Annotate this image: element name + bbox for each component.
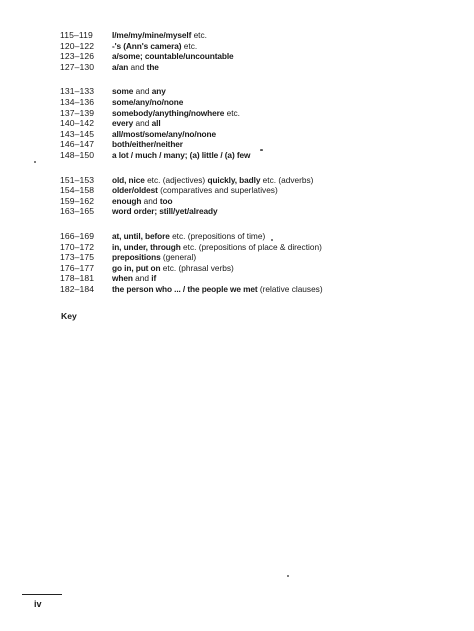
topic-note: etc. bbox=[181, 40, 198, 51]
contents-group bbox=[60, 175, 460, 217]
unit-topic bbox=[112, 108, 460, 119]
unit-topic bbox=[112, 252, 460, 263]
key-heading: Key bbox=[61, 311, 77, 321]
unit-topic bbox=[112, 118, 460, 129]
topic-note: etc. (prepositions of time) bbox=[169, 230, 266, 241]
topic-keyword: any bbox=[151, 86, 166, 97]
unit-range: 154–158 bbox=[60, 185, 95, 196]
unit-topic bbox=[112, 41, 460, 52]
unit-range: 123–126 bbox=[60, 51, 95, 62]
unit-topic bbox=[112, 139, 460, 150]
unit-topic bbox=[112, 242, 460, 253]
unit-range: 170–172 bbox=[60, 241, 95, 252]
topic-keyword: at, until, before bbox=[112, 230, 170, 241]
topic-note: etc. bbox=[191, 30, 207, 40]
unit-range: 134–136 bbox=[60, 96, 95, 107]
topic-keyword: in, under, through bbox=[112, 241, 181, 252]
contents-row bbox=[60, 185, 460, 196]
scan-speck bbox=[260, 149, 263, 151]
topic-keyword: some/any/no/none bbox=[112, 96, 184, 107]
unit-topic bbox=[112, 150, 460, 161]
unit-range: 131–133 bbox=[60, 86, 95, 97]
topic-keyword: somebody/anything/nowhere bbox=[112, 107, 225, 118]
contents-row bbox=[60, 242, 460, 253]
topic-keyword: go in, put on bbox=[112, 262, 161, 273]
contents-row bbox=[60, 108, 460, 119]
unit-topic bbox=[112, 263, 460, 274]
contents-list bbox=[60, 30, 460, 308]
contents-row bbox=[60, 263, 460, 274]
footer-rule bbox=[22, 594, 62, 595]
contents-group bbox=[60, 30, 460, 72]
unit-topic bbox=[112, 273, 460, 284]
topic-note: (comparatives and superlatives) bbox=[157, 185, 278, 196]
contents-row bbox=[60, 273, 460, 284]
unit-topic bbox=[112, 62, 460, 73]
contents-row bbox=[60, 129, 460, 140]
topic-keyword: enough bbox=[112, 195, 142, 206]
topic-keyword: the bbox=[146, 61, 159, 72]
contents-row bbox=[60, 196, 460, 207]
contents-row bbox=[60, 97, 460, 108]
unit-range: 146–147 bbox=[60, 139, 95, 150]
topic-keyword: older/oldest bbox=[112, 185, 158, 196]
unit-range: 166–169 bbox=[60, 230, 95, 241]
contents-row bbox=[60, 118, 460, 129]
topic-note: etc. (adverbs) bbox=[260, 174, 314, 185]
contents-row bbox=[60, 175, 460, 186]
topic-keyword: the person who ... / the people we met bbox=[112, 283, 258, 294]
unit-range: 178–181 bbox=[60, 273, 95, 284]
contents-row bbox=[60, 51, 460, 62]
contents-group bbox=[60, 231, 460, 295]
topic-keyword: I/me/my/mine/myself bbox=[112, 30, 192, 40]
topic-keyword: all/most/some/any/no/none bbox=[112, 128, 216, 139]
unit-topic bbox=[112, 30, 460, 41]
unit-range: 151–153 bbox=[60, 174, 95, 185]
topic-keyword: a lot / much / many; (a) little / (a) few bbox=[112, 149, 251, 160]
unit-topic bbox=[112, 51, 460, 62]
topic-keyword: -'s (Ann's camera) bbox=[112, 40, 182, 51]
contents-row bbox=[60, 284, 460, 295]
topic-note: and bbox=[133, 118, 152, 129]
unit-range: 140–142 bbox=[60, 118, 95, 129]
topic-keyword: a/an bbox=[112, 61, 129, 72]
topic-note: etc. (phrasal verbs) bbox=[160, 262, 234, 273]
topic-note: and bbox=[132, 273, 152, 284]
contents-row bbox=[60, 30, 460, 41]
unit-range: 115–119 bbox=[60, 30, 93, 40]
topic-note: and bbox=[141, 195, 160, 206]
unit-topic bbox=[112, 175, 460, 186]
contents-row bbox=[60, 231, 460, 242]
unit-range: 143–145 bbox=[60, 128, 95, 139]
topic-keyword: both/either/neither bbox=[112, 139, 183, 150]
unit-range: 173–175 bbox=[60, 252, 95, 263]
contents-row bbox=[60, 41, 460, 52]
unit-topic bbox=[112, 284, 460, 295]
contents-row bbox=[60, 62, 460, 73]
topic-note: and bbox=[128, 61, 147, 72]
unit-range: 163–165 bbox=[60, 206, 95, 217]
topic-keyword: word order; still/yet/already bbox=[112, 206, 218, 217]
scan-speck bbox=[271, 239, 273, 241]
unit-topic bbox=[112, 196, 460, 207]
topic-note: etc. bbox=[224, 107, 240, 118]
topic-keyword: old, nice bbox=[112, 174, 145, 185]
topic-keyword: too bbox=[159, 195, 173, 206]
unit-range: 137–139 bbox=[60, 107, 95, 118]
scan-speck bbox=[287, 575, 289, 577]
contents-row bbox=[60, 252, 460, 263]
unit-range: 159–162 bbox=[60, 195, 95, 206]
unit-range: 120–122 bbox=[60, 40, 95, 51]
topic-keyword: if bbox=[151, 273, 157, 284]
topic-keyword: every bbox=[112, 118, 134, 129]
unit-range: 182–184 bbox=[60, 283, 95, 294]
topic-keyword: some bbox=[112, 86, 134, 97]
unit-topic bbox=[112, 86, 460, 97]
contents-row bbox=[60, 150, 460, 161]
topic-note: etc. (prepositions of place & direction) bbox=[180, 241, 322, 252]
unit-range: 127–130 bbox=[60, 61, 95, 72]
contents-row bbox=[60, 206, 460, 217]
topic-keyword: when bbox=[112, 273, 133, 284]
unit-topic bbox=[112, 231, 460, 242]
topic-keyword: all bbox=[151, 118, 161, 129]
topic-keyword: quickly, badly bbox=[207, 174, 261, 185]
topic-note: (general) bbox=[160, 252, 197, 263]
topic-note: and bbox=[133, 86, 152, 97]
unit-range: 176–177 bbox=[60, 262, 95, 273]
unit-range: 148–150 bbox=[60, 149, 95, 160]
topic-keyword: prepositions bbox=[112, 252, 161, 263]
unit-topic bbox=[112, 185, 460, 196]
unit-topic bbox=[112, 97, 460, 108]
topic-note: etc. (adjectives) bbox=[144, 174, 208, 185]
scan-speck bbox=[34, 161, 36, 163]
page-number: iv bbox=[34, 599, 42, 609]
unit-topic bbox=[112, 129, 460, 140]
topic-keyword: a/some; countable/uncountable bbox=[112, 51, 234, 62]
topic-note: (relative clauses) bbox=[257, 283, 323, 294]
unit-topic bbox=[112, 206, 460, 217]
contents-row bbox=[60, 86, 460, 97]
